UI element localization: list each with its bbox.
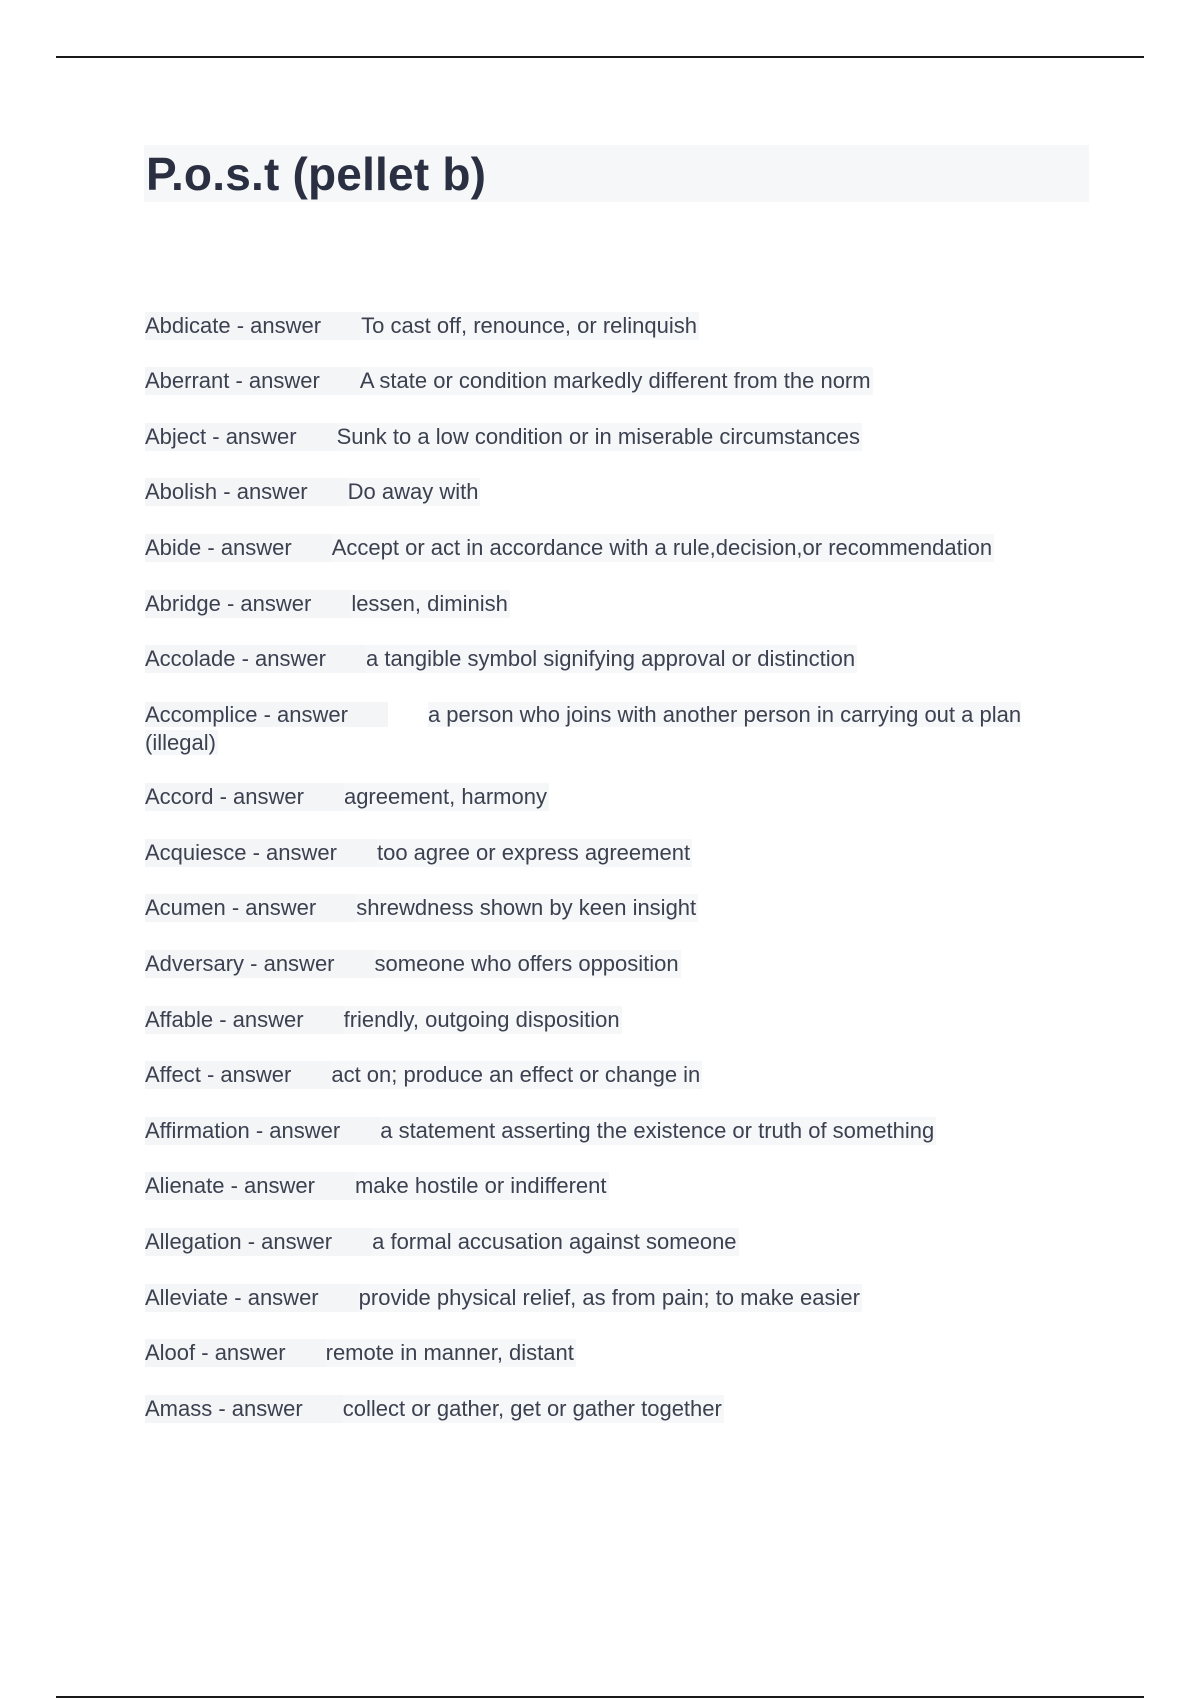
flashcard bbox=[145, 1228, 739, 1256]
card-definition: too agree or express agreement bbox=[376, 840, 691, 865]
flashcard bbox=[145, 950, 681, 978]
card-definition: shrewdness shown by keen insight bbox=[356, 895, 697, 920]
card-term: Aberrant - answer bbox=[145, 367, 360, 395]
flashcard bbox=[145, 1006, 622, 1034]
card-definition: Do away with bbox=[347, 479, 479, 504]
card-definition: To cast off, renounce, or relinquish bbox=[361, 313, 697, 338]
card-definition: Sunk to a low condition or in miserable circumstances bbox=[336, 424, 860, 449]
flashcard bbox=[145, 1172, 609, 1200]
card-term: Alienate - answer bbox=[145, 1172, 355, 1200]
page-title: P.o.s.t (pellet b) bbox=[146, 148, 487, 200]
flashcard bbox=[145, 645, 857, 673]
flashcard bbox=[145, 783, 549, 811]
card-term: Affect - answer bbox=[145, 1061, 331, 1089]
card-definition: lessen, diminish bbox=[351, 591, 508, 616]
card-definition: Accept or act in accordance with a rule,decision,or recommendation bbox=[331, 535, 993, 560]
card-term: Affirmation - answer bbox=[145, 1117, 380, 1145]
footer-rule bbox=[56, 1696, 1144, 1698]
flashcard bbox=[145, 701, 1065, 757]
card-term: Abide - answer bbox=[145, 534, 332, 562]
card-definition: agreement, harmony bbox=[343, 784, 547, 809]
flashcard bbox=[145, 534, 994, 562]
card-term: Accomplice - answer bbox=[145, 702, 388, 727]
card-definition: a person who joins with another person in carrying out a plan (illegal) bbox=[145, 702, 1022, 755]
card-definition: a statement asserting the existence or truth of something bbox=[380, 1118, 935, 1143]
card-definition: A state or condition markedly different from the norm bbox=[359, 368, 871, 393]
card-term: Adversary - answer bbox=[145, 950, 375, 978]
card-definition: make hostile or indifferent bbox=[354, 1173, 607, 1198]
card-term: Accord - answer bbox=[145, 783, 344, 811]
header-rule bbox=[56, 56, 1144, 58]
card-term: Amass - answer bbox=[145, 1395, 343, 1423]
card-definition: remote in manner, distant bbox=[325, 1340, 574, 1365]
flashcard bbox=[145, 1117, 936, 1145]
card-definition: friendly, outgoing disposition bbox=[343, 1007, 620, 1032]
card-term: Abject - answer bbox=[145, 423, 337, 451]
flashcard bbox=[145, 312, 699, 340]
flashcard bbox=[145, 894, 698, 922]
flashcard bbox=[145, 1339, 576, 1367]
card-term: Alleviate - answer bbox=[145, 1284, 359, 1312]
flashcard bbox=[145, 367, 873, 395]
flashcard bbox=[145, 839, 692, 867]
flashcard bbox=[145, 478, 480, 506]
card-definition: provide physical relief, as from pain; to make easier bbox=[358, 1285, 860, 1310]
card-term: Abridge - answer bbox=[145, 590, 351, 618]
card-definition: someone who offers opposition bbox=[374, 951, 679, 976]
flashcard bbox=[145, 1061, 702, 1089]
card-term: Abdicate - answer bbox=[145, 312, 361, 340]
card-definition: a tangible symbol signifying approval or distinction bbox=[365, 646, 856, 671]
card-term: Abolish - answer bbox=[145, 478, 348, 506]
card-term: Affable - answer bbox=[145, 1006, 344, 1034]
card-term: Accolade - answer bbox=[145, 645, 366, 673]
card-definition: act on; produce an effect or change in bbox=[331, 1062, 701, 1087]
card-term: Aloof - answer bbox=[145, 1339, 326, 1367]
card-term: Allegation - answer bbox=[145, 1228, 372, 1256]
card-definition: collect or gather, get or gather together bbox=[342, 1396, 722, 1421]
flashcard bbox=[145, 1284, 862, 1312]
flashcard bbox=[145, 1395, 724, 1423]
card-term: Acquiesce - answer bbox=[145, 839, 377, 867]
flashcard bbox=[145, 590, 510, 618]
card-term: Acumen - answer bbox=[145, 894, 356, 922]
card-definition: a formal accusation against someone bbox=[372, 1229, 737, 1254]
flashcard bbox=[145, 423, 862, 451]
